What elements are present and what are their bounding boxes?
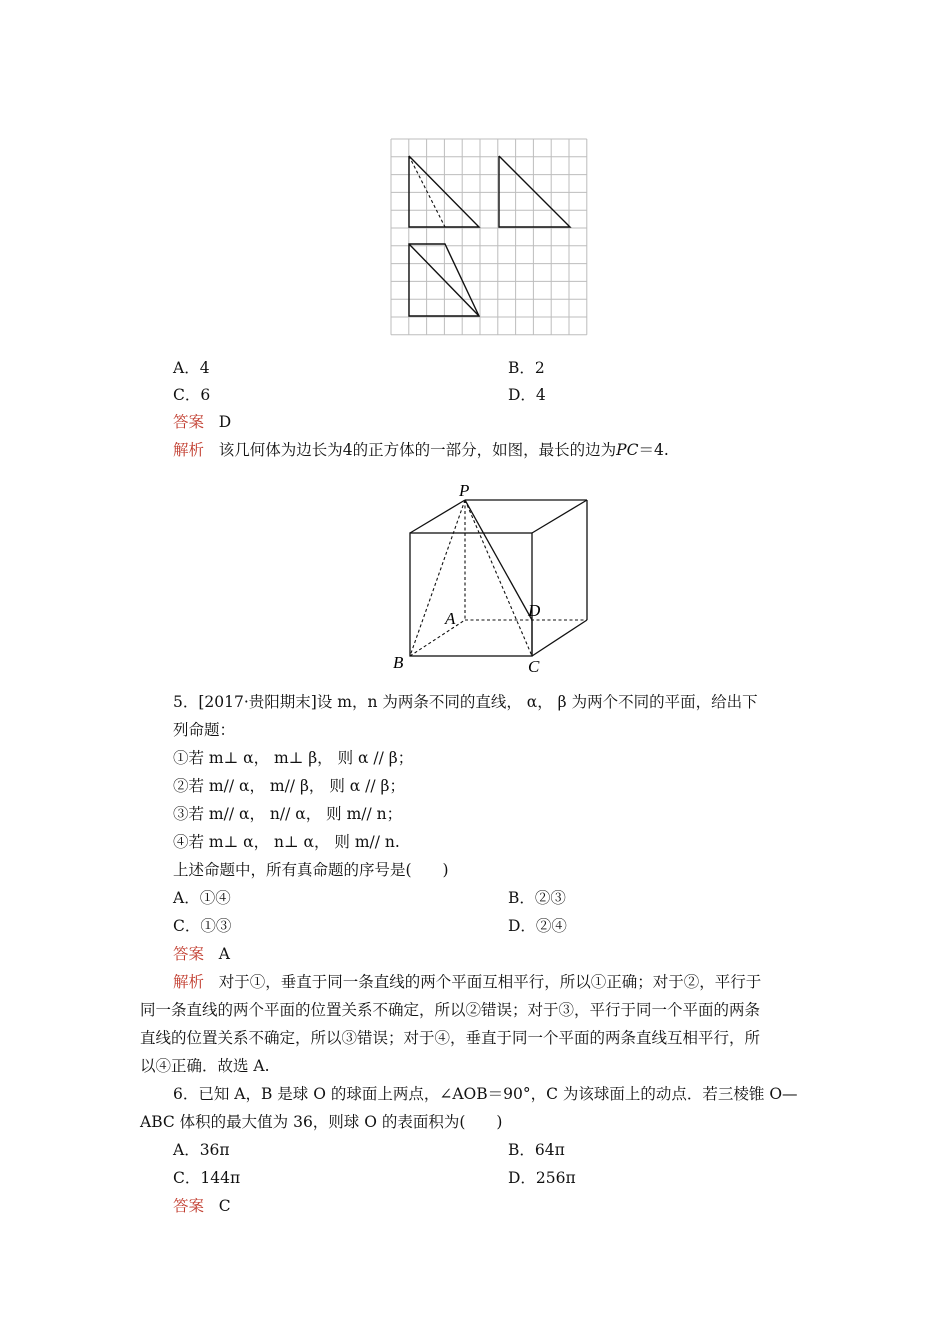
q4-option-c: C．6 xyxy=(173,386,211,404)
q4-option-b: B．2 xyxy=(508,359,545,377)
q4-analysis xyxy=(173,440,669,460)
answer-label: 答案 xyxy=(173,945,205,963)
three-view-grid-figure xyxy=(389,137,593,345)
q5-stem-line2: 列命题： xyxy=(173,721,236,739)
q6-option-c: C．144π xyxy=(173,1169,241,1187)
label-p: P xyxy=(459,481,470,500)
q5-option-d: D．②④ xyxy=(508,917,567,935)
analysis-label: 解析 xyxy=(173,973,205,991)
q5-analysis-line4: 以④正确．故选 A. xyxy=(140,1057,270,1075)
analysis-text: 对于①，垂直于同一条直线的两个平面互相平行，所以①正确；对于②，平行于 xyxy=(218,973,762,991)
q5-analysis-line2: 同一条直线的两个平面的位置关系不确定，所以②错误；对于③，平行于同一个平面的两条 xyxy=(140,1001,761,1019)
q5-stem-line1: 5．[2017·贵阳期末]设 m，n 为两条不同的直线， α， β 为两个不同的平面，给出下 xyxy=(173,693,758,711)
label-c: C xyxy=(528,657,540,676)
q6-option-d: D．256π xyxy=(508,1169,576,1187)
q5-option-b: B．②③ xyxy=(508,889,566,907)
answer-value: D xyxy=(218,413,232,431)
q5-analysis-line3: 直线的位置关系不确定，所以③错误；对于④，垂直于同一个平面的两条直线互相平行，所 xyxy=(140,1029,761,1047)
label-d: D xyxy=(528,601,541,620)
answer-value: A xyxy=(218,945,230,963)
q5-answer xyxy=(173,944,230,964)
q4-option-d: D．4 xyxy=(508,386,546,404)
answer-label: 答案 xyxy=(173,413,205,431)
analysis-label: 解析 xyxy=(173,441,205,459)
side-view xyxy=(499,156,570,227)
q5-proposition-1: ①若 m⊥ α， m⊥ β， 则 α // β； xyxy=(173,749,414,767)
analysis-text: 该几何体为边长为4的正方体的一部分，如图，最长的边为 xyxy=(218,441,617,459)
q6-option-a: A．36π xyxy=(173,1141,230,1159)
answer-label: 答案 xyxy=(173,1197,205,1215)
analysis-pc: PC xyxy=(616,441,639,459)
q5-question: 上述命题中，所有真命题的序号是( ) xyxy=(173,861,449,879)
q6-stem-line1: 6．已知 A，B 是球 O 的球面上两点，∠AOB＝90°，C 为该球面上的动点．若三棱锥 O— xyxy=(173,1085,798,1103)
q6-option-b: B．64π xyxy=(508,1141,565,1159)
q5-option-c: C．①③ xyxy=(173,917,232,935)
label-b: B xyxy=(393,653,404,672)
q5-proposition-3: ③若 m// α， n// α， 则 m// n； xyxy=(173,805,403,823)
q6-answer xyxy=(173,1196,231,1216)
answer-value: C xyxy=(218,1197,231,1215)
q5-proposition-4: ④若 m⊥ α， n⊥ α， 则 m// n. xyxy=(173,833,400,851)
q5-analysis-line1 xyxy=(173,972,761,992)
analysis-tail: ＝4. xyxy=(638,441,669,459)
q5-option-a: A．①④ xyxy=(173,889,231,907)
label-a: A xyxy=(445,609,456,628)
cube-figure xyxy=(385,478,605,678)
q5-proposition-2: ②若 m// α， m// β， 则 α // β； xyxy=(173,777,406,795)
q4-option-a: A．4 xyxy=(173,359,210,377)
q4-answer xyxy=(173,412,231,432)
q6-stem-line2: ABC 体积的最大值为 36，则球 O 的表面积为( ) xyxy=(140,1113,503,1131)
